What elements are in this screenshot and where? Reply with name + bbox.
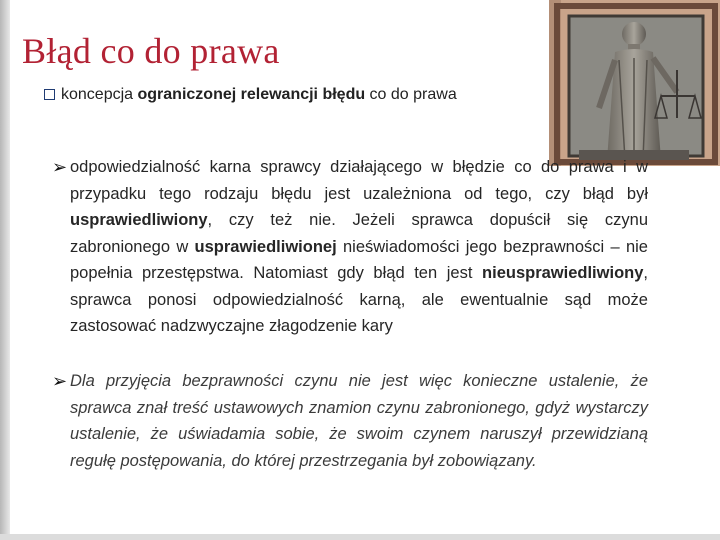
- slide-title: Błąd co do prawa: [22, 31, 280, 71]
- subheading-bold: ograniczonej relewancji błędu: [137, 86, 366, 103]
- paragraph-2: [52, 368, 648, 474]
- p1-bold-3: nieusprawiedliwiony: [482, 264, 644, 282]
- paragraph-1-text: [70, 154, 648, 340]
- p1-bold-2: usprawiedliwionej: [194, 237, 337, 256]
- justice-statue-icon: [549, 0, 720, 166]
- p1-text-2: , czy też nie. Jeżeli sprawca dopuścił się czynu zabronionego w: [70, 211, 648, 256]
- bottom-bar: [0, 534, 720, 540]
- subheading: [44, 86, 564, 104]
- p1-text-3: nieświadomości jego bezprawności – nie popełnia przestępstwa. Natomiast gdy błąd ten jest: [70, 237, 648, 282]
- arrow-bullet-icon: ➢: [52, 371, 68, 391]
- paragraph-2-text: Dla przyjęcia bezprawności czynu nie jest więc konieczne ustalenie, że sprawca znał treść ustawowych znamion czynu zabronionego, gdyż wystarczy ustalenie, że uświadamia sobie, że swoim czynem naruszył przewidzianą regułę postępowania, do której przestrzegania był zobowiązany.: [70, 372, 648, 470]
- subheading-prefix: koncepcja: [61, 86, 138, 103]
- p1-text-4: , sprawca ponosi odpowiedzialność karną, ale ewentualnie sąd może zastosować nadzwyczajne złagodzenie kary: [70, 264, 648, 335]
- arrow-bullet-icon: ➢: [52, 157, 68, 177]
- p1-bold-1: usprawiedliwiony: [70, 211, 208, 229]
- justice-statue-photo: [549, 0, 720, 166]
- left-accent-bar: [0, 0, 10, 540]
- checkbox-bullet-icon: [44, 89, 55, 100]
- p1-text-1: odpowiedzialność karna sprawcy działającego w błędzie co do prawa i w przypadku tego rodzaju błędu jest uzależniona od tego, czy błąd był: [70, 158, 648, 203]
- paragraph-1: [52, 154, 648, 340]
- subheading-suffix: co do prawa: [365, 86, 457, 103]
